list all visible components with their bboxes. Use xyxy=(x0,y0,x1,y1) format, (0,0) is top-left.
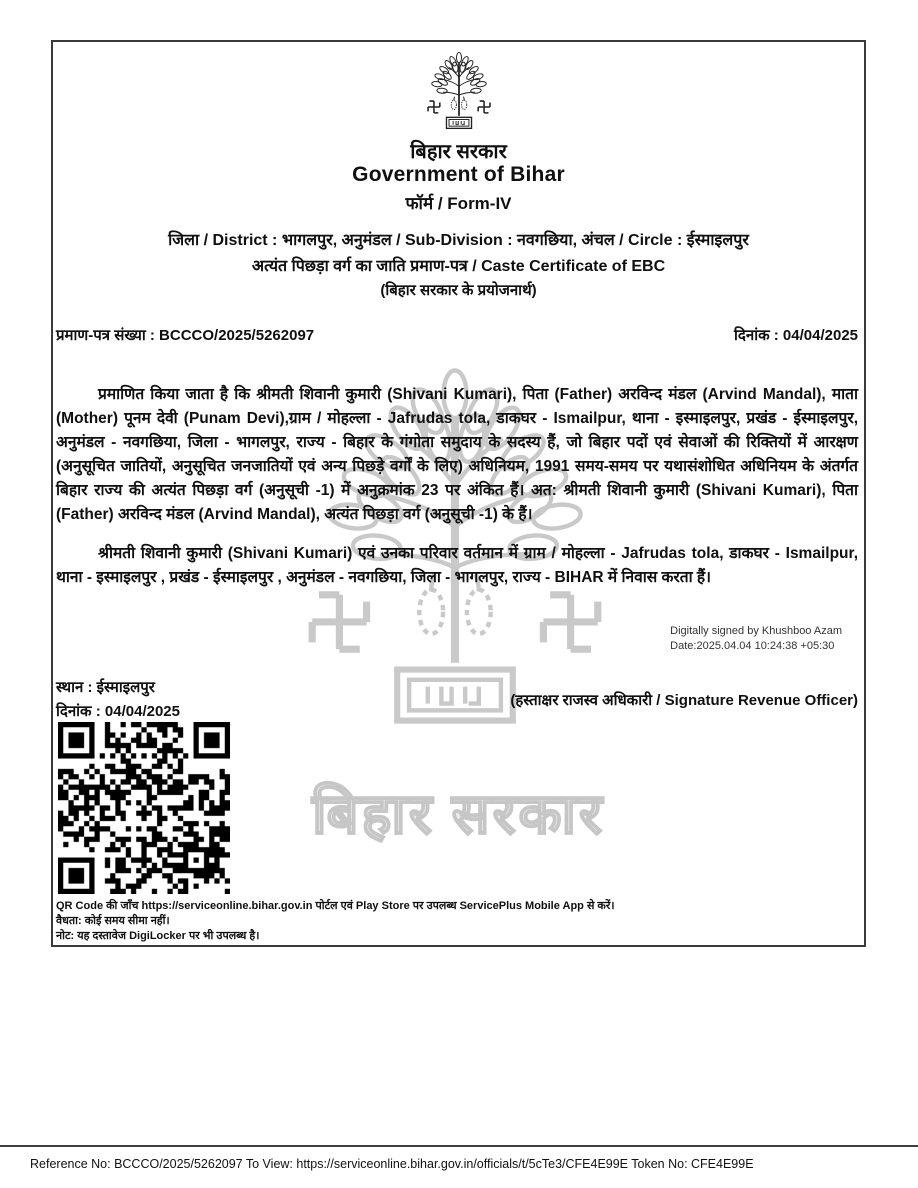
district-line: जिला / District : भागलपुर, अनुमंडल / Sub-Division : नवगछिया, अंचल / Circle : ईस्माइलपुर xyxy=(168,232,749,249)
digital-signature-block xyxy=(670,624,842,654)
certificate-paragraph-1: प्रमाणित किया जाता है कि श्रीमती शिवानी कुमारी (Shivani Kumari), पिता (Father) अरविन्द मंडल (Arvind Mandal), माता (Mother) पूनम देवी (Punam Devi),ग्राम / मोहल्ला - Jafrudas tola, डाकघर - Ismailpur, थाना - इस्माइलपुर, प्रखंड - ईस्माइलपुर, अनुमंडल - नवगछिया, जिला - भागलपुर, राज्य - बिहार के गंगोता समुदाय के सदस्य हैं, जो बिहार पदों एवं सेवाओं की रिक्तियों में आरक्षण (अनुसूचित जातियों, अनुसूचित जनजातियों एवं अन्य पिछड़े वर्गों के लिए) अधिनियम, 1991 समय-समय पर यथासंशोधित अधिनियम के अंतर्गत बिहार राज्य की अत्यंत पिछड़ा वर्ग (अनुसूची -1) में अनुक्रमांक 23 पर अंकित हैं। अत: श्रीमती शिवानी कुमारी (Shivani Kumari), पिता (Father) अरविन्द मंडल (Arvind Mandal), अत्यंत पिछड़ा वर्ग (अनुसूची -1) के हैं। xyxy=(56,386,858,523)
certificate-paragraph-2: श्रीमती शिवानी कुमारी (Shivani Kumari) एवं उनका परिवार वर्तमान में ग्राम / मोहल्ला - Jafrudas tola, डाकघर - Ismailpur, थाना - इस्माइलपुर , प्रखंड - ईस्माइलपुर , अनुमंडल - नवगछिया, जिला - भागलपुर, राज्य - BIHAR में निवास करता हैं। xyxy=(56,545,858,586)
watermark-text: बिहार सरकार xyxy=(312,784,605,846)
digital-signature-signer: Digitally signed by Khushboo Azam xyxy=(670,625,842,637)
signature-date-line: दिनांक : 04/04/2025 xyxy=(56,703,180,720)
qr-code-canvas xyxy=(58,722,230,894)
reference-footer: Reference No: BCCCO/2025/5262097 To View: https://serviceonline.bihar.gov.in/officials/t/5cTe3/CFE4E99E Token No: CFE4E99E xyxy=(30,1157,754,1171)
place-line: स्थान : ईस्माइलपुर xyxy=(56,679,155,696)
purpose-line: (बिहार सरकार के प्रयोजनार्थ) xyxy=(380,282,537,299)
footer-divider xyxy=(0,1145,918,1147)
note-validity: वैधता: कोई समय सीमा नहीं। xyxy=(56,915,170,927)
certificate-meta-row xyxy=(56,325,858,345)
certificate-title: अत्यंत पिछड़ा वर्ग का जाति प्रमाण-पत्र / Caste Certificate of EBC xyxy=(251,258,666,275)
form-number: फॉर्म / Form-IV xyxy=(405,194,512,213)
title-english: Government of Bihar xyxy=(352,163,565,186)
issue-date: दिनांक : 04/04/2025 xyxy=(734,327,858,344)
digital-signature-date: Date:2025.04.04 10:24:38 +05:30 xyxy=(670,640,835,652)
note-digilocker: नोट: यह दस्तावेज DigiLocker पर भी उपलब्ध है। xyxy=(56,930,260,942)
certificate-verification-qr-code xyxy=(58,722,230,894)
footer-notes xyxy=(56,899,615,944)
title-hindi: बिहार सरकार xyxy=(410,141,507,163)
note-qr-verification: QR Code की जाँच https://serviceonline.bihar.gov.in पोर्टल एवं Play Store पर उपलब्ध ServicePlus Mobile App से करें। xyxy=(56,900,615,912)
government-of-bihar-emblem-icon xyxy=(53,48,864,140)
certificate-number: प्रमाण-पत्र संख्या : BCCCO/2025/5262097 xyxy=(56,327,315,344)
revenue-officer-signature-label: (हस्ताक्षर राजस्व अधिकारी / Signature Revenue Officer) xyxy=(510,692,858,709)
certificate-border xyxy=(51,40,866,947)
